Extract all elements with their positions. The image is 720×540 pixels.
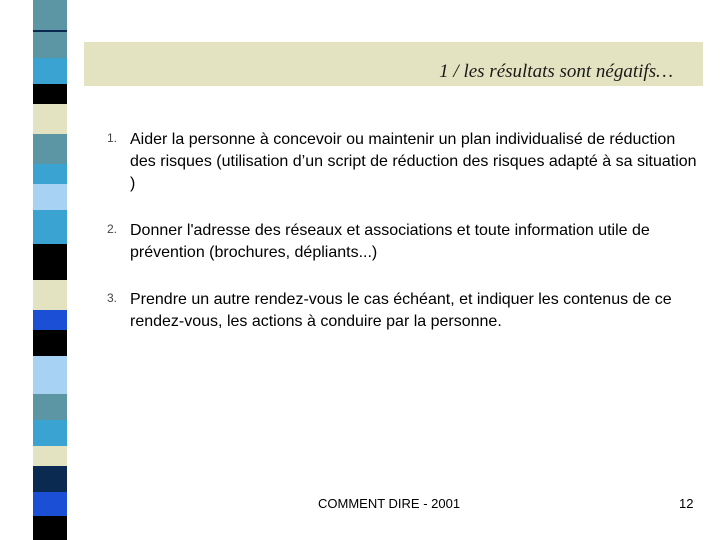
side-bar-segment (33, 356, 67, 394)
side-bar-segment (33, 164, 67, 184)
side-bar-segment (33, 280, 67, 310)
side-bar-segment (33, 516, 67, 540)
slide-title: 1 / les résultats sont négatifs… (439, 61, 673, 82)
side-bar-segment (33, 184, 67, 210)
title-band (84, 42, 703, 86)
side-bar-segment (33, 210, 67, 244)
side-bar-segment (33, 32, 67, 58)
list-item-number: 3. (107, 291, 118, 305)
side-bar-segment (33, 492, 67, 516)
footer-text: COMMENT DIRE - 2001 (318, 496, 461, 511)
list-item-text: Donner l'adresse des réseaux et associations et toute information utile de prévention (brochures, dépliants...) (130, 222, 650, 261)
side-bar-segment (33, 466, 67, 492)
list-item-text: Aider la personne à concevoir ou maintenir un plan individualisé de réduction des risques (utilisation d’un script de réduction des risques adapté à sa situation ) (130, 131, 697, 192)
list-item-number: 2. (107, 222, 118, 236)
side-bar-segment (33, 310, 67, 330)
side-bar-segment (33, 420, 67, 446)
side-bar-segment (33, 330, 67, 356)
side-bar-segment (33, 0, 67, 30)
decorative-side-bar (33, 0, 67, 540)
page-number: 12 (679, 496, 694, 511)
side-bar-segment (33, 84, 67, 104)
side-bar-segment (33, 394, 67, 420)
side-bar-segment (33, 446, 67, 466)
list-item-number: 1. (107, 131, 118, 145)
side-bar-segment (33, 244, 67, 280)
side-bar-segment (33, 104, 67, 134)
side-bar-segment (33, 58, 67, 84)
side-bar-segment (33, 134, 67, 164)
list-item-text: Prendre un autre rendez-vous le cas échéant, et indiquer les contenus de ce rendez-vous, les actions à conduire par la personne. (130, 291, 672, 330)
